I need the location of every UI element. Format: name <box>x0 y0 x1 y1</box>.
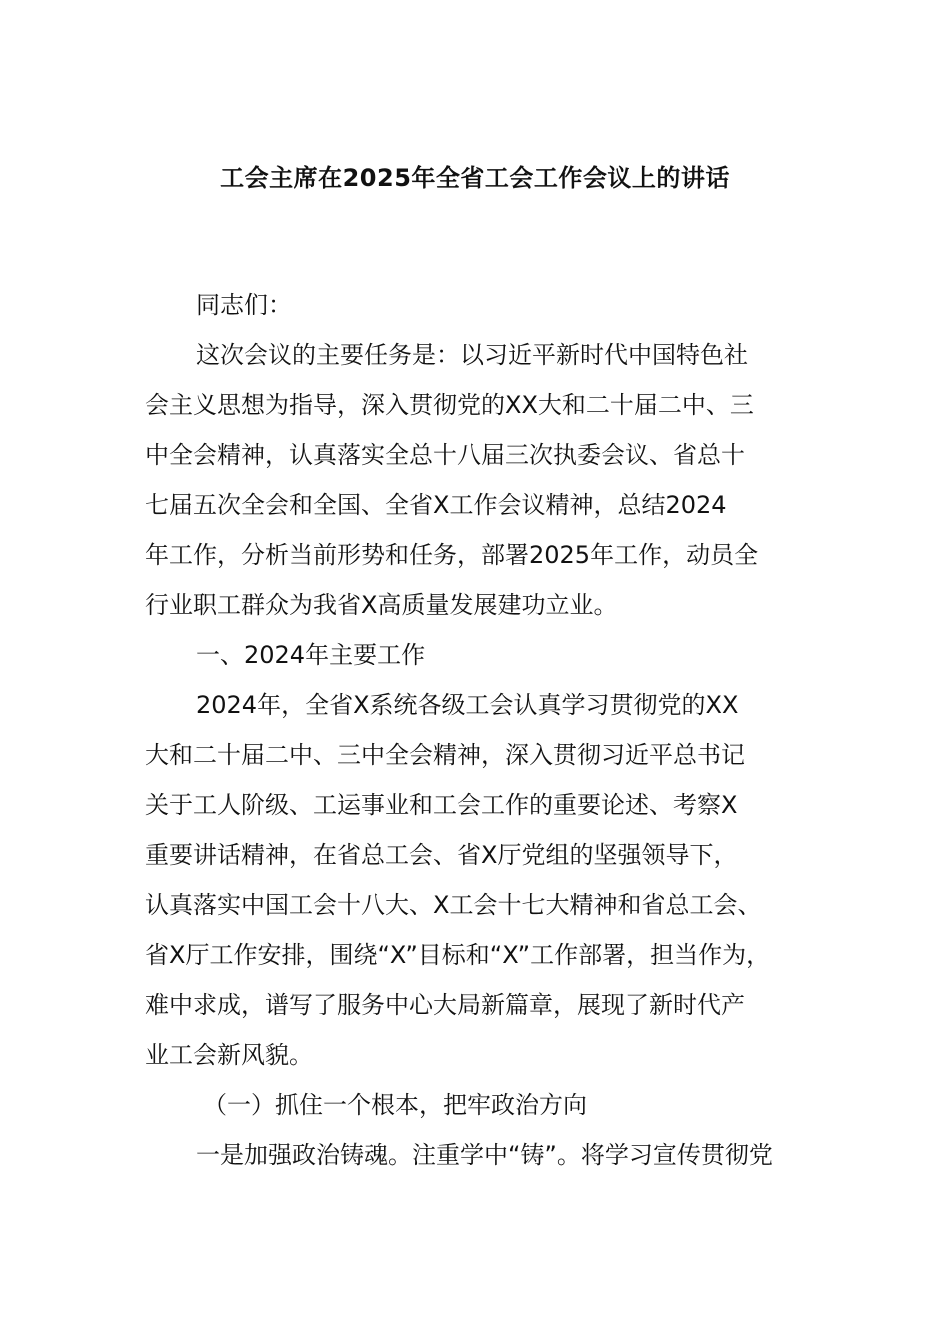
paragraph-line: 这次会议的主要任务是：以习近平新时代中国特色社 <box>196 341 748 369</box>
salutation: 同志们： <box>196 291 292 319</box>
section-heading: 一、2024年主要工作 <box>196 641 426 669</box>
paragraph-line: 认真落实中国工会十八大、X工会十七大精神和省总工会、 <box>145 891 762 919</box>
paragraph-line: 2024年，全省X系统各级工会认真学习贯彻党的XX <box>196 691 739 719</box>
paragraph-line: 省X厅工作安排，围绕“X”目标和“X”工作部署，担当作为， <box>145 941 771 969</box>
paragraph-line: 年工作，分析当前形势和任务，部署2025年工作，动员全 <box>145 541 759 569</box>
paragraph-line: 行业职工群众为我省X高质量发展建功立业。 <box>145 591 618 619</box>
paragraph-line: 大和二十届二中、三中全会精神，深入贯彻习近平总书记 <box>145 741 745 769</box>
paragraph-line: 会主义思想为指导，深入贯彻党的XX大和二十届二中、三 <box>145 391 754 419</box>
document-body <box>145 280 835 1180</box>
paragraph-line: 中全会精神，认真落实全总十八届三次执委会议、省总十 <box>145 441 745 469</box>
document-title: 工会主席在2025年全省工会工作会议上的讲话 <box>220 164 730 192</box>
paragraph-line: 七届五次全会和全国、全省X工作会议精神，总结2024 <box>145 491 727 519</box>
paragraph-line: 关于工人阶级、工运事业和工会工作的重要论述、考察X <box>145 791 738 819</box>
paragraph-line: 难中求成，谱写了服务中心大局新篇章，展现了新时代产 <box>145 991 745 1019</box>
paragraph-line: 业工会新风貌。 <box>145 1041 313 1069</box>
paragraph-line: 一是加强政治铸魂。注重学中“铸”。将学习宣传贯彻党 <box>196 1141 773 1169</box>
paragraph-line: 重要讲话精神，在省总工会、省X厅党组的坚强领导下， <box>145 841 738 869</box>
subsection-heading: （一）抓住一个根本，把牢政治方向 <box>203 1091 587 1119</box>
